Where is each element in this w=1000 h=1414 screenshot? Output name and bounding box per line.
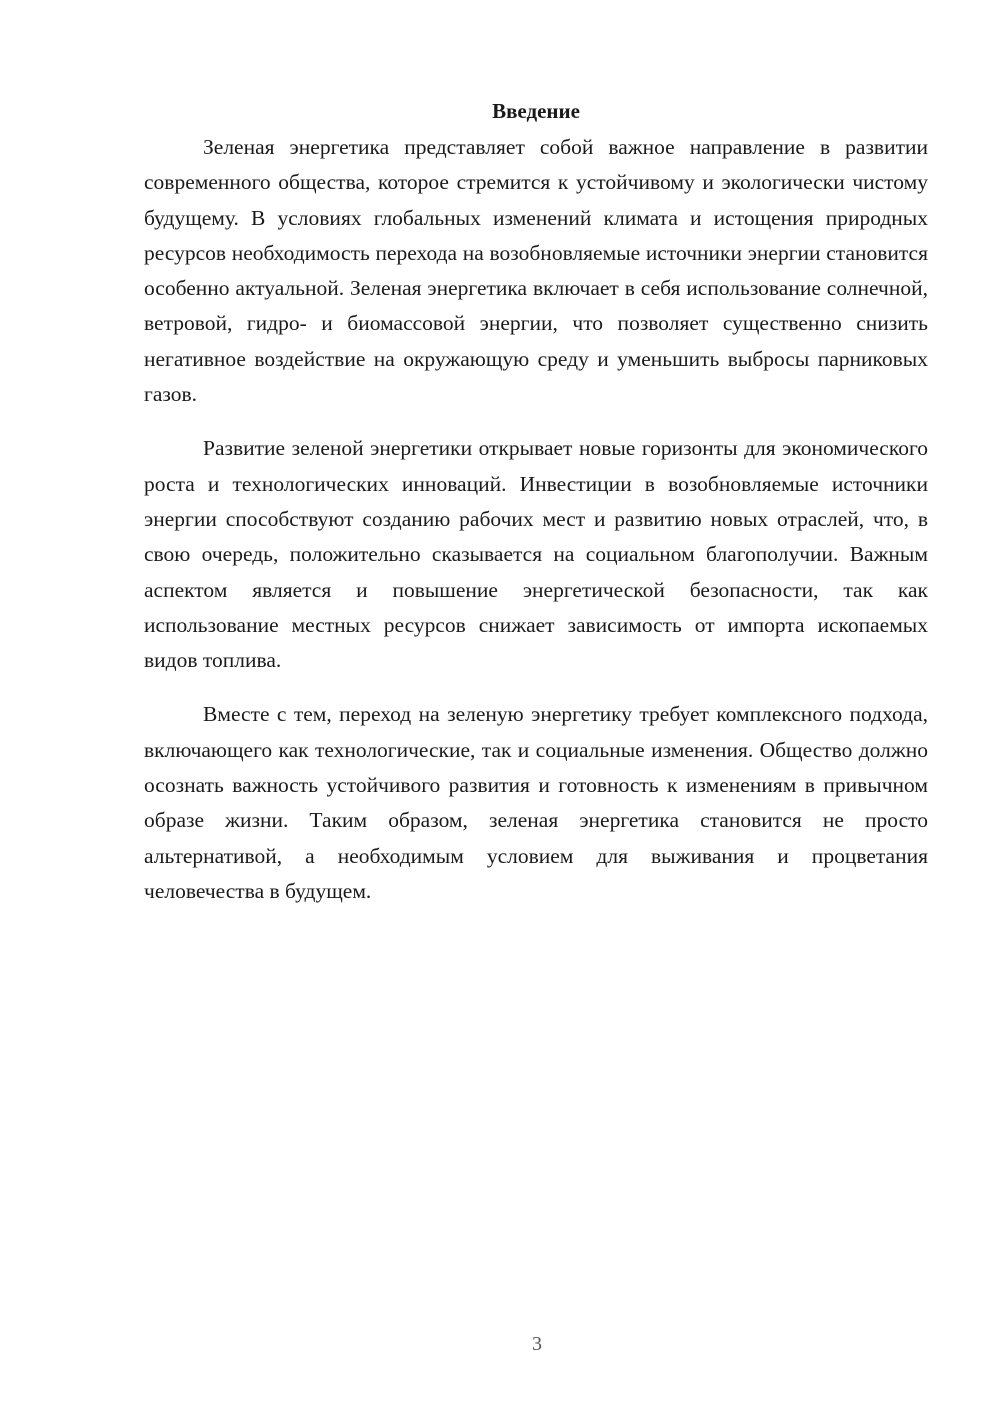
page-content <box>144 96 928 928</box>
paragraph-3: Вместе с тем, переход на зеленую энергетику требует комплексного подхода, включающего как технологические, так и социальные изменения. Общество должно осознать важность устойчивого развития и готовность к изменениям в привычном образе жизни. Таким образом, зеленая энергетика становится не просто альтернативой, а необходимым условием для выживания и процветания человечества в будущем. <box>144 702 928 903</box>
paragraph-2: Развитие зеленой энергетики открывает новые горизонты для экономического роста и технологических инноваций. Инвестиции в возобновляемые источники энергии способствуют созданию рабочих мест и развитию новых отраслей, что, в свою очередь, положительно сказывается на социальном благополучии. Важным аспектом является и повышение энергетической безопасности, так как использование местных ресурсов снижает зависимость от импорта ископаемых видов топлива. <box>144 436 928 673</box>
paragraph-1: Зеленая энергетика представляет собой важное направление в развитии современного общества, которое стремится к устойчивому и экологически чистому будущему. В условиях глобальных изменений климата и истощения природных ресурсов необходимость перехода на возобновляемые источники энергии становится особенно актуальной. Зеленая энергетика включает в себя использование солнечной, ветровой, гидро- и биомассовой энергии, что позволяет существенно снизить негативное воздействие на окружающую среду и уменьшить выбросы парниковых газов. <box>144 135 928 407</box>
page-number: 3 <box>532 1333 542 1355</box>
section-heading: Введение <box>492 99 580 123</box>
